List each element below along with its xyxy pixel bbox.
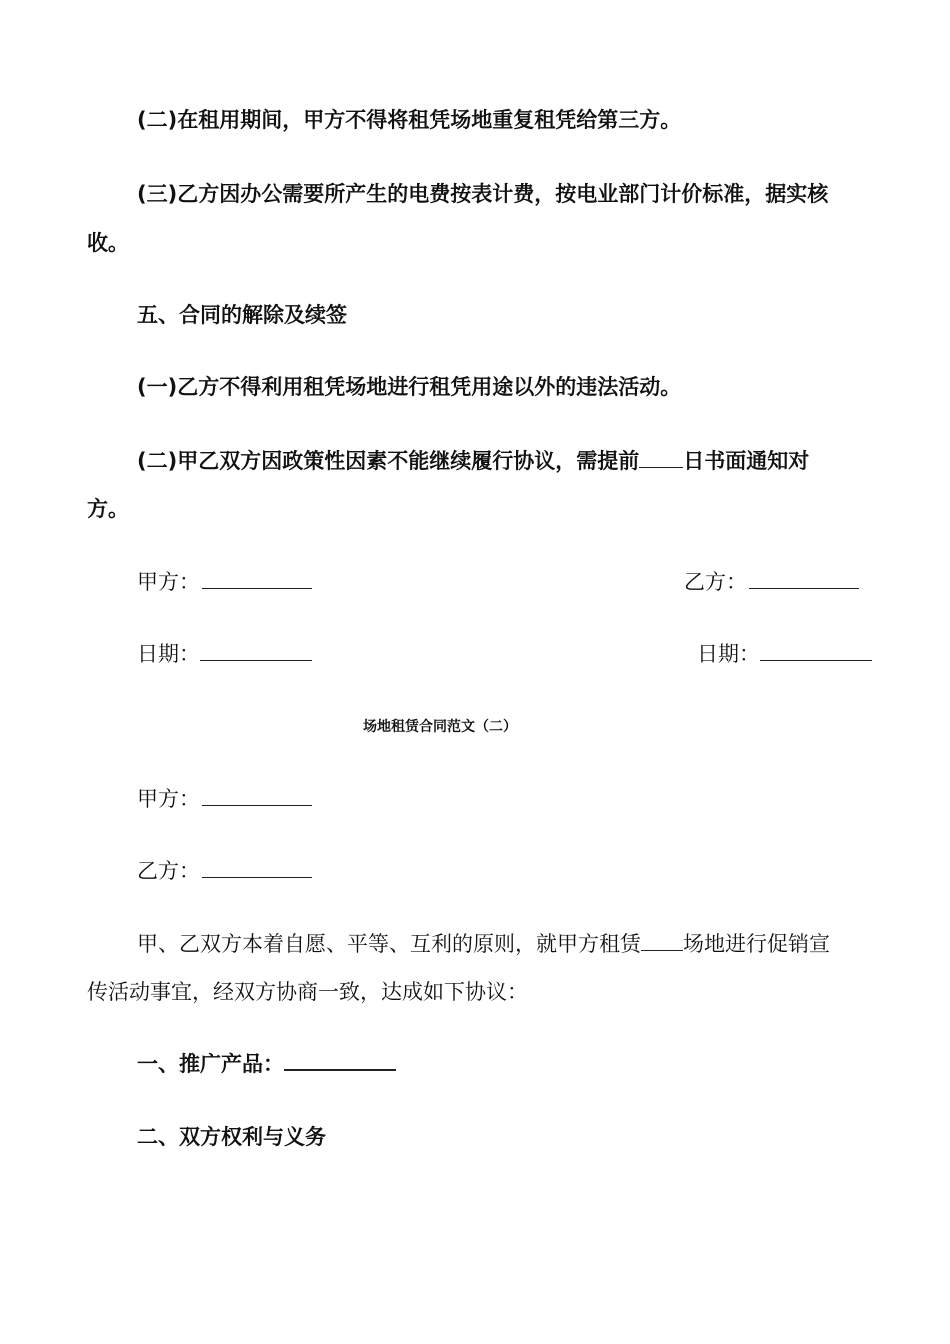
party-b-label: 乙方：	[684, 570, 747, 594]
section-2-heading: 二、双方权利与义务	[137, 1125, 326, 1149]
party-a-2	[137, 785, 312, 813]
clause-2-text: (二)在租用期间，甲方不得将租凭场地重复租凭给第三方。	[137, 108, 682, 132]
contract-2-title: 场地租赁合同范文（二）	[363, 719, 517, 735]
party-a-signature	[137, 568, 312, 596]
party-a-label: 甲方：	[137, 570, 200, 594]
party-b-signature	[684, 568, 859, 596]
preamble-line1-a: 甲、乙双方本着自愿、平等、互利的原则，就甲方租赁	[137, 932, 641, 956]
party-b-2-label: 乙方：	[137, 859, 200, 883]
party-a-2-label: 甲方：	[137, 787, 200, 811]
party-b-2	[137, 857, 312, 885]
clause-3-line1: (三)乙方因办公需要所产生的电费按表计费，按电业部门计价标准，据实核	[137, 182, 829, 206]
section-1-label: 一、推广产品：	[137, 1052, 284, 1076]
date-a	[137, 640, 312, 668]
preamble-line1-b: 场地进行促销宣	[683, 932, 830, 956]
date-b	[697, 640, 872, 668]
section-1-heading	[137, 1050, 396, 1078]
notice-days-blank	[639, 449, 683, 468]
date-b-blank	[760, 642, 872, 661]
clause-3-line2: 收。	[87, 231, 129, 255]
party-a-2-blank	[202, 787, 312, 806]
date-a-blank	[200, 642, 312, 661]
party-b-2-blank	[202, 859, 312, 878]
party-a-blank	[202, 570, 312, 589]
party-b-blank	[749, 570, 859, 589]
date-a-label: 日期：	[137, 642, 200, 666]
clause-2b-line1	[137, 447, 809, 475]
clause-2b-line1-a: (二)甲乙双方因政策性因素不能继续履行协议，需提前	[137, 449, 640, 473]
clause-2b-line1-b: 日书面通知对	[683, 449, 810, 473]
section-5-heading: 五、合同的解除及续签	[137, 303, 347, 327]
preamble-line2: 传活动事宜，经双方协商一致，达成如下协议：	[87, 980, 528, 1004]
clause-2b-line2: 方。	[87, 497, 129, 521]
product-blank	[284, 1051, 396, 1071]
venue-blank	[641, 932, 683, 951]
preamble-line1	[137, 930, 830, 958]
date-b-label: 日期：	[697, 642, 760, 666]
clause-1-text: (一)乙方不得利用租凭场地进行租凭用途以外的违法活动。	[137, 375, 682, 399]
